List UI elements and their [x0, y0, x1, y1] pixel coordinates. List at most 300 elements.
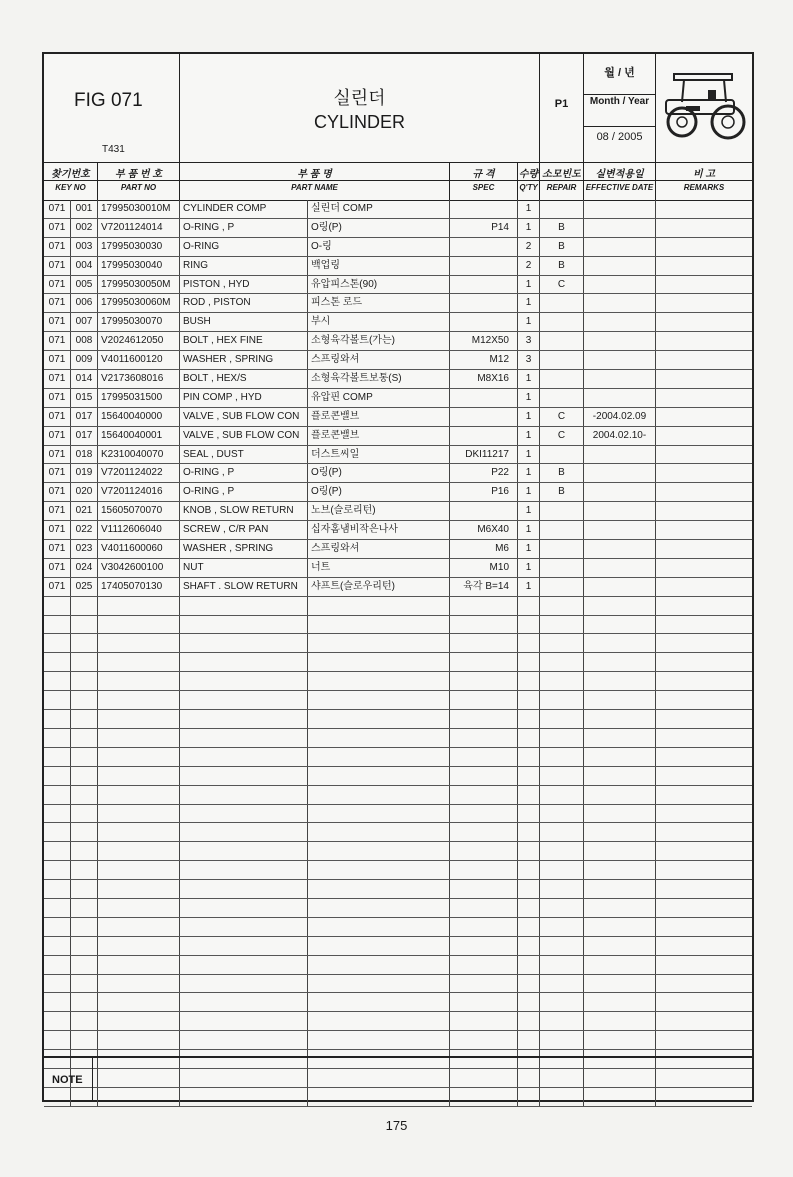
cell-key — [71, 861, 98, 879]
cell-repair: B — [540, 483, 584, 501]
cell-part-no — [98, 748, 180, 766]
cell-name-en: KNOB , SLOW RETURN — [180, 502, 308, 520]
cell-fig: 071 — [44, 313, 71, 331]
col-part-name-en: PART NAME — [291, 183, 338, 192]
cell-qty: 1 — [518, 578, 540, 596]
cell-key — [71, 691, 98, 709]
empty-table-row — [44, 993, 752, 1012]
cell-spec — [450, 956, 518, 974]
cell-key: 006 — [71, 294, 98, 312]
cell-qty — [518, 634, 540, 652]
cell-name-en: O-RING — [180, 238, 308, 256]
cell-repair — [540, 332, 584, 350]
cell-rem — [656, 351, 752, 369]
cell-name-ko — [308, 691, 450, 709]
cell-eff — [584, 653, 656, 671]
cell-spec — [450, 993, 518, 1011]
cell-repair — [540, 559, 584, 577]
cell-spec — [450, 1012, 518, 1030]
figure-number: FIG 071 — [74, 90, 143, 111]
cell-part-no: 17995030040 — [98, 257, 180, 275]
cell-qty: 1 — [518, 370, 540, 388]
cell-part-no — [98, 956, 180, 974]
cell-repair — [540, 956, 584, 974]
cell-rem — [656, 1012, 752, 1030]
cell-qty — [518, 616, 540, 634]
cell-fig: 071 — [44, 521, 71, 539]
cell-key — [71, 634, 98, 652]
cell-name-ko: 샤프트(슬로우리턴) — [308, 578, 450, 596]
cell-qty — [518, 918, 540, 936]
table-row — [44, 294, 752, 313]
table-row — [44, 238, 752, 257]
cell-repair — [540, 634, 584, 652]
table-row — [44, 257, 752, 276]
cell-rem — [656, 219, 752, 237]
cell-rem — [656, 880, 752, 898]
col-effective-date-en: EFFECTIVE DATE — [585, 183, 654, 192]
cell-spec — [450, 313, 518, 331]
cell-eff — [584, 937, 656, 955]
cell-repair — [540, 880, 584, 898]
date-cell — [584, 54, 656, 162]
empty-table-row — [44, 634, 752, 653]
cell-qty — [518, 805, 540, 823]
cell-qty — [518, 710, 540, 728]
cell-key: 004 — [71, 257, 98, 275]
cell-eff — [584, 276, 656, 294]
title-korean: 실린더 — [333, 88, 386, 109]
col-spec — [450, 162, 518, 200]
empty-table-row — [44, 672, 752, 691]
cell-qty — [518, 729, 540, 747]
cell-repair — [540, 918, 584, 936]
cell-qty: 1 — [518, 502, 540, 520]
col-key-no-en: KEY NO — [55, 183, 86, 192]
cell-name-en: RING — [180, 257, 308, 275]
cell-key: 008 — [71, 332, 98, 350]
col-qty-ko: 수량 — [518, 169, 539, 180]
cell-spec — [450, 748, 518, 766]
cell-name-en: PIN COMP , HYD — [180, 389, 308, 407]
cell-key — [71, 786, 98, 804]
cell-rem — [656, 446, 752, 464]
cell-name-ko: 실린더 COMP — [308, 200, 450, 218]
cell-name-en — [180, 975, 308, 993]
cell-fig — [44, 634, 71, 652]
cell-eff — [584, 710, 656, 728]
cell-qty — [518, 861, 540, 879]
cell-qty: 1 — [518, 200, 540, 218]
cell-name-ko — [308, 880, 450, 898]
cell-eff: -2004.02.09 — [584, 408, 656, 426]
cell-rem — [656, 294, 752, 312]
cell-fig: 071 — [44, 200, 71, 218]
date-value: 08 / 2005 — [584, 126, 655, 143]
cell-key: 024 — [71, 559, 98, 577]
cell-repair — [540, 975, 584, 993]
cell-rem — [656, 521, 752, 539]
col-repair-en: REPAIR — [546, 183, 577, 192]
cell-name-en: ROD , PISTON — [180, 294, 308, 312]
table-row — [44, 446, 752, 465]
table-row — [44, 521, 752, 540]
cell-name-en: O-RING , P — [180, 483, 308, 501]
cell-part-no — [98, 975, 180, 993]
col-part-no — [98, 162, 180, 200]
cell-fig: 071 — [44, 257, 71, 275]
cell-name-ko — [308, 767, 450, 785]
empty-table-row — [44, 975, 752, 994]
cell-name-en — [180, 823, 308, 841]
cell-fig — [44, 805, 71, 823]
cell-repair — [540, 786, 584, 804]
cell-eff — [584, 616, 656, 634]
cell-eff — [584, 899, 656, 917]
table-row — [44, 427, 752, 446]
page-code-cell — [540, 54, 584, 162]
cell-repair: B — [540, 238, 584, 256]
cell-spec: M6X40 — [450, 521, 518, 539]
cell-spec — [450, 710, 518, 728]
cell-fig — [44, 993, 71, 1011]
cell-part-no — [98, 691, 180, 709]
date-label-korean: 월 / 년 — [604, 67, 635, 79]
cell-spec — [450, 899, 518, 917]
cell-spec — [450, 389, 518, 407]
cell-repair — [540, 710, 584, 728]
col-spec-ko: 규 격 — [472, 169, 495, 180]
table-row — [44, 200, 752, 219]
cell-eff — [584, 918, 656, 936]
cell-key: 002 — [71, 219, 98, 237]
cell-name-en: PISTON , HYD — [180, 276, 308, 294]
cell-name-ko — [308, 748, 450, 766]
cell-repair — [540, 729, 584, 747]
cell-rem — [656, 483, 752, 501]
cell-spec: P14 — [450, 219, 518, 237]
empty-table-row — [44, 710, 752, 729]
cell-rem — [656, 937, 752, 955]
empty-table-row — [44, 1031, 752, 1050]
cell-fig: 071 — [44, 464, 71, 482]
cell-part-no: 17995030070 — [98, 313, 180, 331]
cell-spec: P22 — [450, 464, 518, 482]
cell-rem — [656, 616, 752, 634]
cell-eff — [584, 672, 656, 690]
cell-repair — [540, 691, 584, 709]
cell-part-no — [98, 937, 180, 955]
cell-key: 001 — [71, 200, 98, 218]
cell-name-ko: 더스트씨일 — [308, 446, 450, 464]
cell-name-en: WASHER , SPRING — [180, 351, 308, 369]
cell-part-no: V2024612050 — [98, 332, 180, 350]
cell-fig — [44, 616, 71, 634]
cell-part-no: V4011600120 — [98, 351, 180, 369]
empty-table-row — [44, 748, 752, 767]
cell-part-no: 15640040000 — [98, 408, 180, 426]
cell-name-ko — [308, 710, 450, 728]
cell-key — [71, 842, 98, 860]
cell-part-no: V4011600060 — [98, 540, 180, 558]
cell-key — [71, 1031, 98, 1049]
cell-repair — [540, 1012, 584, 1030]
cell-name-en — [180, 597, 308, 615]
col-part-no-en: PART NO — [120, 183, 157, 192]
cell-rem — [656, 842, 752, 860]
cell-name-ko — [308, 653, 450, 671]
cell-name-en — [180, 616, 308, 634]
cell-name-ko: 소형육각볼트(가는) — [308, 332, 450, 350]
cell-name-ko: 유압피스톤(90) — [308, 276, 450, 294]
table-row — [44, 483, 752, 502]
cell-qty — [518, 691, 540, 709]
cell-fig: 071 — [44, 427, 71, 445]
empty-table-row — [44, 616, 752, 635]
cell-qty — [518, 880, 540, 898]
cell-name-en: CYLINDER COMP — [180, 200, 308, 218]
cell-spec — [450, 672, 518, 690]
cell-part-no — [98, 899, 180, 917]
cell-name-en — [180, 1012, 308, 1030]
cell-qty — [518, 993, 540, 1011]
cell-fig: 071 — [44, 294, 71, 312]
note-label: NOTE — [52, 1074, 83, 1086]
cell-eff — [584, 238, 656, 256]
cell-part-no: 17995030060M — [98, 294, 180, 312]
cell-repair — [540, 578, 584, 596]
cell-qty: 1 — [518, 408, 540, 426]
cell-rem — [656, 861, 752, 879]
cell-qty — [518, 748, 540, 766]
cell-rem — [656, 389, 752, 407]
cell-part-no: V7201124014 — [98, 219, 180, 237]
cell-spec: 육각 B=14 — [450, 578, 518, 596]
col-spec-en: SPEC — [472, 183, 495, 192]
tractor-icon — [662, 66, 748, 142]
cell-name-ko — [308, 1012, 450, 1030]
cell-key — [71, 729, 98, 747]
table-row — [44, 332, 752, 351]
cell-fig: 071 — [44, 219, 71, 237]
cell-key: 020 — [71, 483, 98, 501]
cell-part-no — [98, 823, 180, 841]
cell-eff — [584, 1031, 656, 1049]
cell-name-ko — [308, 937, 450, 955]
cell-repair — [540, 446, 584, 464]
cell-fig — [44, 880, 71, 898]
cell-repair — [540, 823, 584, 841]
cell-eff — [584, 502, 656, 520]
cell-name-en — [180, 634, 308, 652]
cell-name-ko: 유압핀 COMP — [308, 389, 450, 407]
cell-repair — [540, 313, 584, 331]
cell-rem — [656, 691, 752, 709]
cell-name-ko — [308, 634, 450, 652]
cell-rem — [656, 597, 752, 615]
table-row — [44, 540, 752, 559]
cell-name-ko — [308, 842, 450, 860]
cell-repair — [540, 767, 584, 785]
cell-fig: 071 — [44, 446, 71, 464]
empty-table-row — [44, 805, 752, 824]
cell-key: 003 — [71, 238, 98, 256]
cell-qty: 1 — [518, 276, 540, 294]
cell-fig: 071 — [44, 370, 71, 388]
cell-eff — [584, 313, 656, 331]
cell-fig: 071 — [44, 276, 71, 294]
cell-rem — [656, 899, 752, 917]
cell-name-en — [180, 918, 308, 936]
cell-fig — [44, 937, 71, 955]
cell-key: 022 — [71, 521, 98, 539]
col-part-name — [180, 162, 450, 200]
cell-name-ko — [308, 597, 450, 615]
cell-spec: M10 — [450, 559, 518, 577]
cell-name-en: SEAL , DUST — [180, 446, 308, 464]
cell-eff — [584, 861, 656, 879]
cell-eff — [584, 597, 656, 615]
empty-table-row — [44, 918, 752, 937]
cell-repair — [540, 993, 584, 1011]
empty-table-row — [44, 653, 752, 672]
cell-repair: C — [540, 427, 584, 445]
cell-rem — [656, 956, 752, 974]
cell-spec — [450, 729, 518, 747]
cell-name-ko: 부시 — [308, 313, 450, 331]
cell-rem — [656, 464, 752, 482]
cell-rem — [656, 502, 752, 520]
cell-name-ko — [308, 918, 450, 936]
cell-name-ko: 피스톤 로드 — [308, 294, 450, 312]
cell-rem — [656, 653, 752, 671]
cell-part-no — [98, 767, 180, 785]
cell-rem — [656, 918, 752, 936]
cell-part-no — [98, 993, 180, 1011]
cell-name-ko: O링(P) — [308, 219, 450, 237]
cell-fig — [44, 710, 71, 728]
cell-qty — [518, 767, 540, 785]
cell-part-no: 17405070130 — [98, 578, 180, 596]
cell-spec — [450, 276, 518, 294]
cell-qty — [518, 975, 540, 993]
cell-rem — [656, 332, 752, 350]
cell-repair — [540, 200, 584, 218]
cell-name-en — [180, 899, 308, 917]
col-effective-date — [584, 162, 656, 200]
cell-qty — [518, 597, 540, 615]
cell-fig: 071 — [44, 408, 71, 426]
cell-rem — [656, 427, 752, 445]
parts-catalog-sheet — [42, 52, 754, 1102]
cell-qty: 1 — [518, 313, 540, 331]
cell-name-en: NUT — [180, 559, 308, 577]
cell-eff — [584, 767, 656, 785]
cell-repair — [540, 748, 584, 766]
page-number: 175 — [385, 1118, 408, 1133]
cell-name-ko: 스프링와셔 — [308, 540, 450, 558]
empty-table-row — [44, 597, 752, 616]
cell-eff — [584, 842, 656, 860]
cell-repair — [540, 1031, 584, 1049]
cell-part-no — [98, 786, 180, 804]
cell-eff — [584, 370, 656, 388]
cell-name-en — [180, 956, 308, 974]
cell-spec — [450, 861, 518, 879]
empty-table-row — [44, 899, 752, 918]
cell-name-en — [180, 993, 308, 1011]
cell-part-no: V1112606040 — [98, 521, 180, 539]
cell-eff — [584, 446, 656, 464]
cell-key — [71, 710, 98, 728]
cell-name-en — [180, 729, 308, 747]
cell-name-ko — [308, 1031, 450, 1049]
cell-qty — [518, 823, 540, 841]
empty-table-row — [44, 786, 752, 805]
cell-part-no: 17995030050M — [98, 276, 180, 294]
cell-qty: 1 — [518, 521, 540, 539]
cell-name-ko — [308, 616, 450, 634]
cell-name-en — [180, 653, 308, 671]
cell-spec — [450, 408, 518, 426]
cell-part-no — [98, 842, 180, 860]
cell-qty — [518, 672, 540, 690]
cell-repair — [540, 294, 584, 312]
cell-part-no — [98, 880, 180, 898]
cell-spec — [450, 918, 518, 936]
cell-name-en — [180, 1031, 308, 1049]
cell-rem — [656, 370, 752, 388]
cell-key: 021 — [71, 502, 98, 520]
cell-eff — [584, 257, 656, 275]
cell-name-en — [180, 842, 308, 860]
cell-key: 009 — [71, 351, 98, 369]
cell-spec — [450, 294, 518, 312]
col-qty-en: Q'TY — [519, 183, 538, 192]
cell-part-no: V3042600100 — [98, 559, 180, 577]
empty-table-row — [44, 729, 752, 748]
cell-spec — [450, 975, 518, 993]
cell-eff — [584, 748, 656, 766]
cell-name-ko: 노브(슬로리턴) — [308, 502, 450, 520]
cell-name-en: VALVE , SUB FLOW CON — [180, 427, 308, 445]
cell-eff — [584, 200, 656, 218]
cell-name-ko: 너트 — [308, 559, 450, 577]
col-effective-date-ko: 실변적용일 — [595, 169, 644, 180]
cell-key — [71, 956, 98, 974]
cell-fig — [44, 975, 71, 993]
cell-rem — [656, 257, 752, 275]
table-row — [44, 370, 752, 389]
cell-name-ko: O링(P) — [308, 464, 450, 482]
cell-key — [71, 805, 98, 823]
cell-part-no — [98, 805, 180, 823]
cell-rem — [656, 767, 752, 785]
empty-table-row — [44, 937, 752, 956]
cell-eff — [584, 332, 656, 350]
tractor-illustration — [656, 54, 752, 162]
cell-key — [71, 918, 98, 936]
cell-repair: C — [540, 276, 584, 294]
col-repair-ko: 소모빈도 — [542, 169, 581, 180]
cell-eff — [584, 729, 656, 747]
cell-key — [71, 767, 98, 785]
cell-name-en: BOLT , HEX FINE — [180, 332, 308, 350]
cell-qty — [518, 653, 540, 671]
cell-qty: 1 — [518, 559, 540, 577]
cell-qty: 1 — [518, 389, 540, 407]
cell-rem — [656, 578, 752, 596]
